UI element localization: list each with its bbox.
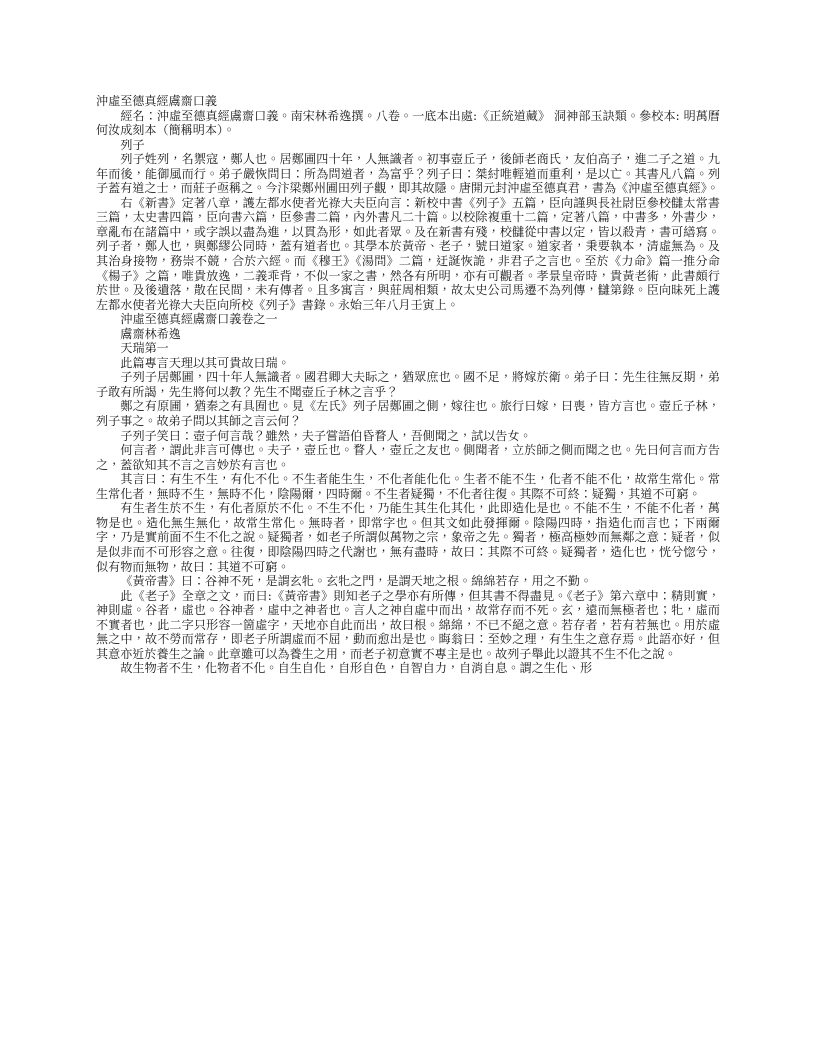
liezi-biography-paragraph: 列子姓列，名禦寇，鄭人也。居鄭圃四十年，人無識者。初事壺丘子，後師老商氏，友伯高子，進二子之道。九年而後，能御風而行。弟子嚴恢問曰：所為問道者，為富乎？列子曰：桀紂唯輕道而重利，是以亡。其書凡八篇。列子蓋有道之士，而莊子亟稱之。今汴梁鄭州圃田列子觀，即其故隱。唐開元封沖虛至德真君，書為《沖虛至德真經》。 (96, 152, 720, 196)
chapter-heading-tianrui: 天瑞第一 (120, 341, 169, 356)
chapter-note: 此篇專言天理以其可貴故曰瑞。 (120, 355, 290, 370)
body-paragraph-8: 此《老子》全章之文，而曰:《黃帝書》則知老子之學亦有所傳，但其書不得盡見。《老子》第六章中：精則實，神則虛。谷者，虛也。谷神者，虛中之神者也。言人之神自虛中而出，故常存而不死。玄，遠而無極者也；牝，虛而不實者也，此二字只形容一箇虛字，天地亦自此而出，故曰根。綿綿，不已不絕之意。若存者，若有若無也。用於虛無之中，故不勞而常存，即老子所謂虛而不屈，動而愈出是也。晦翁曰：至妙之理，有生生之意存焉。此語亦好，但其意亦近於養生之論。此章雖可以為養生之用，而老子初意實不專主是也。故列子舉此以證其不生不化之說。 (96, 588, 720, 661)
colophon-paragraph: 經名：沖虛至德真經鬳齋口義。南宋林希逸撰。八卷。一底本出處:《正統道藏》 洞神部玉訣類。參校本: 明萬曆何汝成刻本（簡稱明本）。 (96, 108, 720, 138)
body-paragraph-1: 子列子居鄭圃，四十年人無識者。國君卿大夫眎之，猶眾庶也。國不足，將嫁於衛。弟子曰：先生往無反期，弟子敢有所謁，先生將何以教？先生不聞壺丘子林之言乎？ (96, 370, 720, 399)
author-heading: 鬳齋林希逸 (120, 326, 181, 341)
body-paragraph-3: 子列子笑曰：壺子何言哉？雖然，夫子嘗語伯昏瞀人，吾側聞之，試以告女。 (120, 428, 532, 443)
body-paragraph-5: 其言曰：有生不生，有化不化。不生者能生生，不化者能化化。生者不能不生，化者不能不化，故常生常化。常生常化者，無時不生，無時不化，陰陽爾，四時爾。不生者疑獨，不化者往復。其際不可終：疑獨，其道不可窮。 (96, 472, 720, 501)
liuxiang-preface-paragraph: 右《新書》定著八章，護左都水使者光祿大夫臣向言：新校中書《列子》五篇，臣向謹與長社尉臣參校讎太常書三篇，太史書四篇，臣向書六篇，臣參書二篇，內外書凡二十篇。以校除複重十二篇，定著八篇，中書多，外書少，章亂布在諸篇中，或字誤以盡為進，以貫為形，如此者眾。及在新書有殘，校讎從中書以定，皆以殺青，書可繕寫。列子者，鄭人也，與鄭繆公同時，蓋有道者也。其學本於黃帝、老子，號曰道家。道家者，秉要執本，清虛無為。及其治身接物，務崇不競，合於六經。而《穆王》《湯問》二篇，迂誕恢詭，非君子之言也。至於《力命》篇一推分命《楊子》之篇，唯貴放逸，二義乖背，不似一家之書，然各有所明，亦有可觀者。孝景皇帝時，貴黃老術，此書頗行於世。及後遺落，散在民間，未有傳者。且多寓言，與莊周相類，故太史公司馬遷不為列傳，讎第錄。臣向昧死上護左都水使者光祿大夫臣向所校《列子》書錄。永始三年八月壬寅上。 (96, 195, 720, 312)
body-paragraph-6: 有生者生於不生，有化者原於不化。不生不化，乃能生其生化其化，此即造化是也。不能不生，不能不化者，萬物是也。造化無生無化，故常生常化。無時者，即常字也。但其文如此發揮爾。陰陽四時，指造化而言也；下兩爾字，乃是實前面不生不化之說。疑獨者，如老子所謂似萬物之宗，象帝之先。獨者，極高極妙而無鄰之意：疑者，似是似非而不可形容之意。往復，即陰陽四時之代謝也，無有盡時，故曰：其際不可終。疑獨者，造化也，恍兮惚兮，似有物而無物，故曰：其道不可窮。 (96, 501, 720, 574)
body-paragraph-2: 鄭之有原圃，猶秦之有具囿也。見《左氏》列子居鄭圃之側，嫁往也。旅行曰嫁，曰喪，皆方言也。壺丘子林，列子事之。故弟子問以其師之言云何？ (96, 399, 720, 429)
section-heading-liezi: 列子 (120, 137, 145, 152)
body-paragraph-9: 故生物者不生，化物者不化。自生自化，自形自色，自智自力，自消自息。謂之生化、形 (120, 661, 593, 676)
body-paragraph-4: 何言者，謂此非言可傳也。夫子，壺丘也。瞀人，壺丘之友也。側聞者，立於師之側而聞之也。先曰何言而方告之，蓋欲知其不言之言妙於有言也。 (96, 443, 720, 472)
body-paragraph-7-huangdishu-quote: 《黃帝書》曰：谷神不死，是謂玄牝。玄牝之門，是謂天地之根。綿綿若存，用之不勤。 (120, 574, 593, 589)
document-body (96, 94, 720, 676)
volume-heading: 沖虛至德真經鬳齋口義卷之一 (120, 312, 278, 327)
document-title: 沖虛至德真經鬳齋口義 (96, 94, 217, 108)
